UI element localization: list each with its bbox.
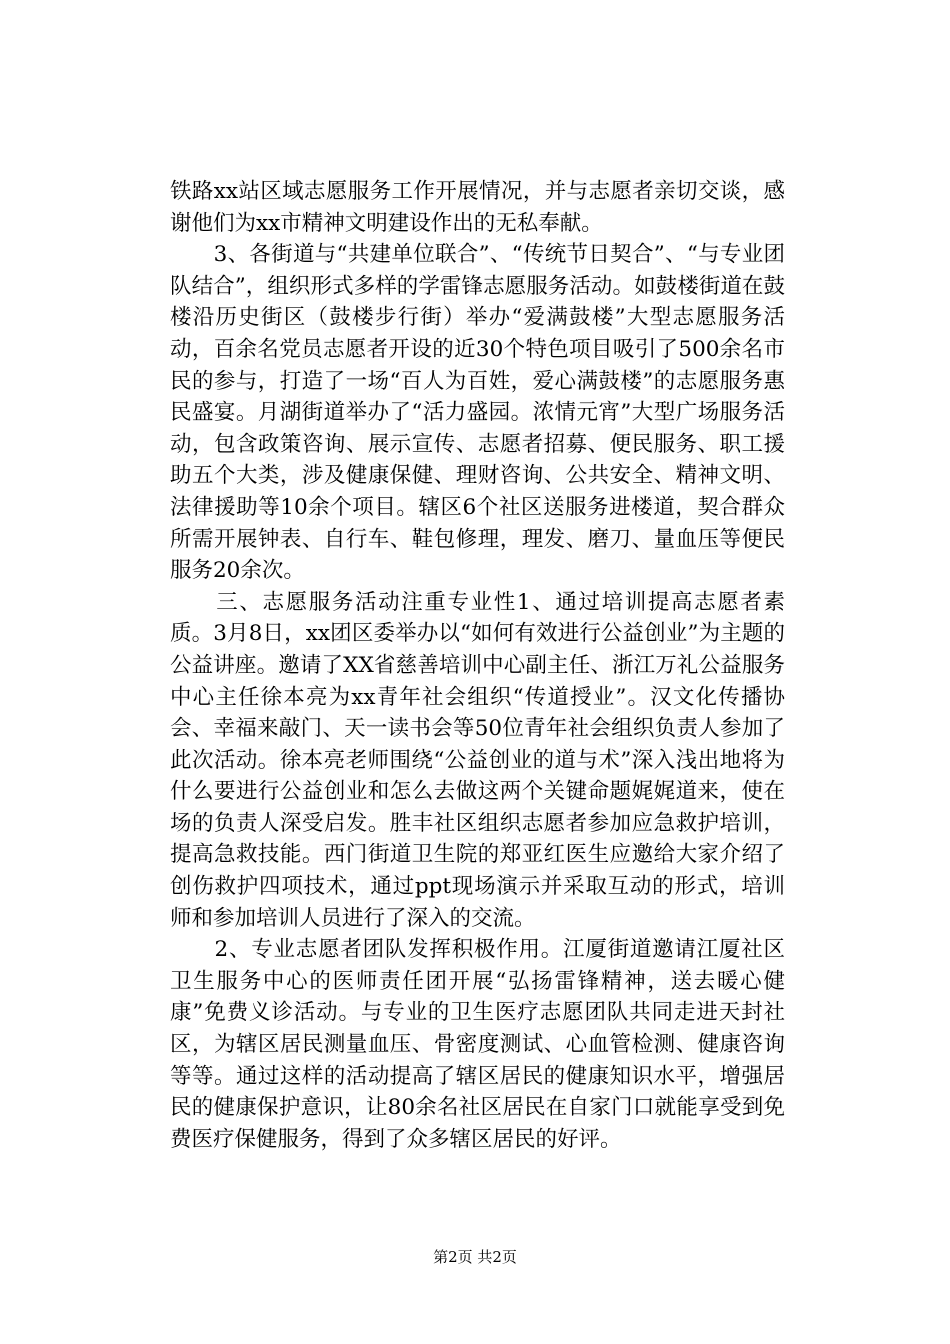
- page-footer: 第2页 共2页: [433, 1248, 517, 1266]
- paragraph-street-activities: 3、各街道与“共建单位联合”、“传统节日契合”、“与专业团队结合”，组织形式多样的学雷锋志愿服务活动。如鼓楼街道在鼓楼沿历史街区（鼓楼步行街）举办“爱满鼓楼”大型志愿服务活动，百余名党员志愿者开设的近30个特色项目吸引了500余名市民的参与，打造了一场“百人为百姓，爱心满鼓楼”的志愿服务惠民盛宴。月湖街道举办了“活力盛园。浓情元宵”大型广场服务活动，包含政策咨询、展示宣传、志愿者招募、便民服务、职工援助五个大类，涉及健康保健、理财咨询、公共安全、精神文明、法律援助等10余个项目。辖区6个社区送服务进楼道，契合群众所需开展钟表、自行车、鞋包修理，理发、磨刀、量血压等便民服务20余次。: [170, 242, 785, 584]
- paragraph-volunteer-visit: 铁路xx站区域志愿服务工作开展情况，并与志愿者亲切交谈，感谢他们为xx市精神文明建设作出的无私奉献。: [170, 179, 785, 236]
- paragraph-professional-teams: 2、专业志愿者团队发挥积极作用。江厦街道邀请江厦社区卫生服务中心的医师责任团开展“弘扬雷锋精神，送去暖心健康”免费义诊活动。与专业的卫生医疗志愿团队共同走进天封社区，为辖区居民测量血压、骨密度测试、心血管检测、健康咨询等等。通过这样的活动提高了辖区居民的健康知识水平，增强居民的健康保护意识，让80余名社区居民在自家门口就能享受到免费医疗保健服务，得到了众多辖区居民的好评。: [170, 937, 785, 1152]
- document-body: [170, 176, 785, 1155]
- paragraph-professional-training: 三、志愿服务活动注重专业性1、通过培训提高志愿者素质。3月8日，xx团区委举办以“如何有效进行公益创业”为主题的公益讲座。邀请了XX省慈善培训中心副主任、浙江万礼公益服务中心主任徐本亮为xx青年社会组织“传道授业”。汉文化传播协会、幸福来敲门、天一读书会等50位青年社会组织负责人参加了此次活动。徐本亮老师围绕“公益创业的道与术”深入浅出地将为什么要进行公益创业和怎么去做这两个关键命题娓娓道来，使在场的负责人深受启发。胜丰社区组织志愿者参加应急救护培训，提高急救技能。西门街道卫生院的郑亚红医生应邀给大家介绍了创伤救护四项技术，通过ppt现场演示并采取互动的形式，培训师和参加培训人员进行了深入的交流。: [170, 589, 785, 931]
